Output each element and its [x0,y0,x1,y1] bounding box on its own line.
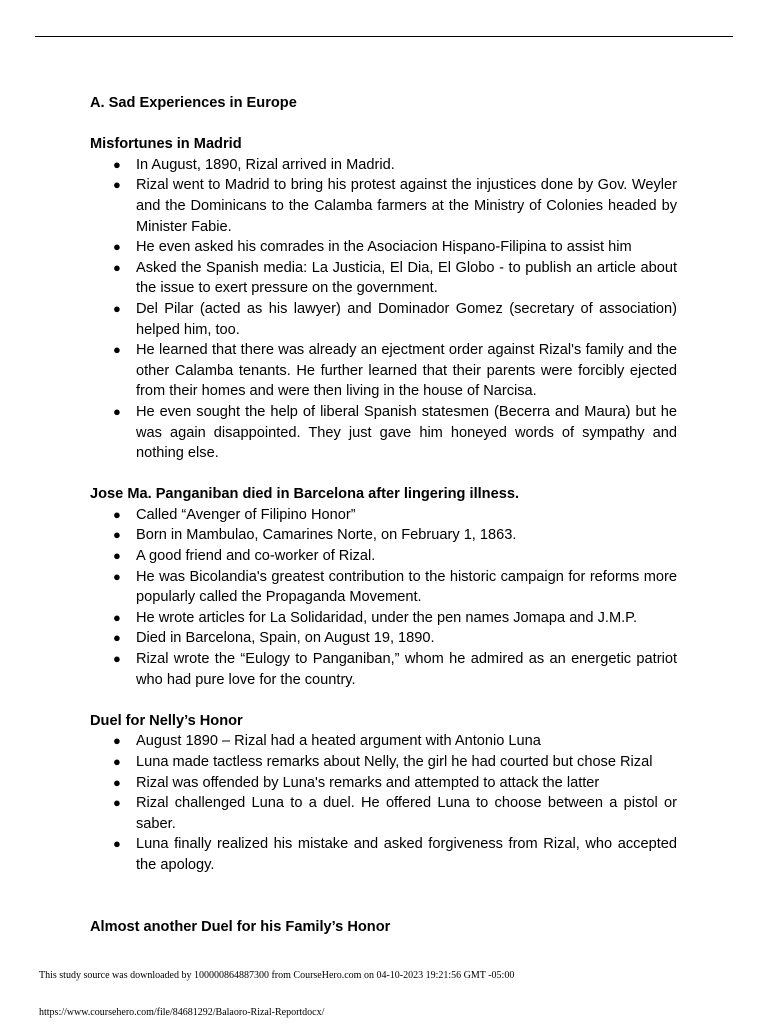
bullet-icon: ● [113,733,121,749]
bullet-icon: ● [113,651,121,667]
list-item-text: A good friend and co-worker of Rizal. [136,548,376,565]
list-item-text: Rizal wrote the “Eulogy to Panganiban,” whom he admired as an energetic patriot who had pure love for the country. [136,651,677,688]
list-item-text: In August, 1890, Rizal arrived in Madrid. [136,156,395,173]
list-item [90,567,677,608]
list-item-text: He wrote articles for La Solidaridad, under the pen names Jomapa and J.M.P. [136,609,638,626]
list-item [90,793,677,834]
list-item [90,546,677,567]
source-url-link[interactable]: https://www.coursehero.com/file/84681292/Balaoro-Rizal-Reportdocx/ [39,1007,325,1018]
bullet-icon: ● [113,609,121,625]
top-divider [35,36,733,37]
list-item-text: Asked the Spanish media: La Justicia, El Dia, El Globo - to publish an article about the issue to exert pressure on the government. [136,259,677,297]
list-item-text: Rizal was offended by Luna's remarks and attempted to attack the latter [136,774,600,791]
list-item [90,505,677,526]
list-item [90,155,677,176]
list-item-text: He learned that there was already an ejectment order against Rizal's family and the other Calamba tenants. He further learned that their parents were forcibly ejected from their homes and were then living in the house of Narcisa. [136,342,677,400]
list-item [90,628,677,649]
list-item-text: Born in Mambulao, Camarines Norte, on February 1, 1863. [136,527,517,544]
list-item-text: Rizal went to Madrid to bring his protest against the injustices done by Gov. Weyler and the Dominicans to the Calamba farmers at the Ministry of Colonies headed by Minister Fabie. [136,177,677,235]
list-item [90,237,677,258]
list-item-text: He even sought the help of liberal Spanish statesmen (Becerra and Maura) but he was again disappointed. They just gave him honeyed words of sympathy and nothing else. [136,403,677,462]
bullet-icon: ● [113,177,121,193]
section-heading: Duel for Nelly’s Honor [90,712,243,729]
bullet-list [90,505,677,690]
section-misfortunes-in-madrid [90,134,677,464]
bullet-icon: ● [113,548,121,564]
download-source-note: This study source was downloaded by 100000864887300 from CourseHero.com on 04-10-2023 19:21:56 GMT -05:00 [39,970,515,981]
spacer [90,690,677,711]
document-body [90,93,677,937]
list-item [90,731,677,752]
bullet-icon: ● [113,836,121,852]
list-item [90,525,677,546]
document-title: A. Sad Experiences in Europe [90,95,297,111]
list-item-text: Del Pilar (acted as his lawyer) and Dominador Gomez (secretary of association) helped him, too. [136,300,677,338]
spacer [90,114,677,135]
bullet-icon: ● [113,342,121,358]
bullet-list [90,155,677,464]
section-panganiban [90,484,677,690]
spacer [90,876,677,917]
section-heading: Misfortunes in Madrid [90,136,242,153]
spacer [90,464,677,485]
list-item [90,834,677,875]
bullet-icon: ● [113,774,121,790]
list-item [90,752,677,773]
bullet-list [90,731,677,875]
list-item [90,773,677,794]
bullet-icon: ● [113,795,121,811]
list-item [90,340,677,402]
list-item-text: Luna made tactless remarks about Nelly, the girl he had courted but chose Rizal [136,754,653,770]
bullet-icon: ● [113,506,121,522]
bullet-icon: ● [113,239,121,255]
list-item [90,608,677,629]
list-item [90,402,677,464]
list-item-text: Rizal challenged Luna to a duel. He offered Luna to choose between a pistol or saber. [136,795,677,832]
bullet-icon: ● [113,630,121,646]
section-duel-for-nelly [90,711,677,876]
bullet-icon: ● [113,403,121,419]
bullet-icon: ● [113,259,121,275]
list-item [90,299,677,340]
section-heading: Jose Ma. Panganiban died in Barcelona after lingering illness. [90,486,520,503]
section-heading-family-honor: Almost another Duel for his Family’s Honor [90,918,391,935]
list-item [90,649,677,690]
list-item-text: Died in Barcelona, Spain, on August 19, 1890. [136,630,435,647]
bullet-icon: ● [113,754,121,769]
list-item-text: Luna finally realized his mistake and asked forgiveness from Rizal, who accepted the apology. [136,836,677,873]
bullet-icon: ● [113,300,121,316]
bullet-icon: ● [113,568,121,584]
bullet-icon: ● [113,527,121,543]
list-item [90,175,677,237]
list-item-text: August 1890 – Rizal had a heated argument with Antonio Luna [136,733,541,750]
list-item [90,258,677,299]
list-item-text: He was Bicolandia's greatest contribution to the historic campaign for reforms more popularly called the Propaganda Movement. [136,568,677,606]
list-item-text: Called “Avenger of Filipino Honor” [136,506,356,523]
bullet-icon: ● [113,156,121,172]
list-item-text: He even asked his comrades in the Asociacion Hispano-Filipina to assist him [136,239,632,256]
